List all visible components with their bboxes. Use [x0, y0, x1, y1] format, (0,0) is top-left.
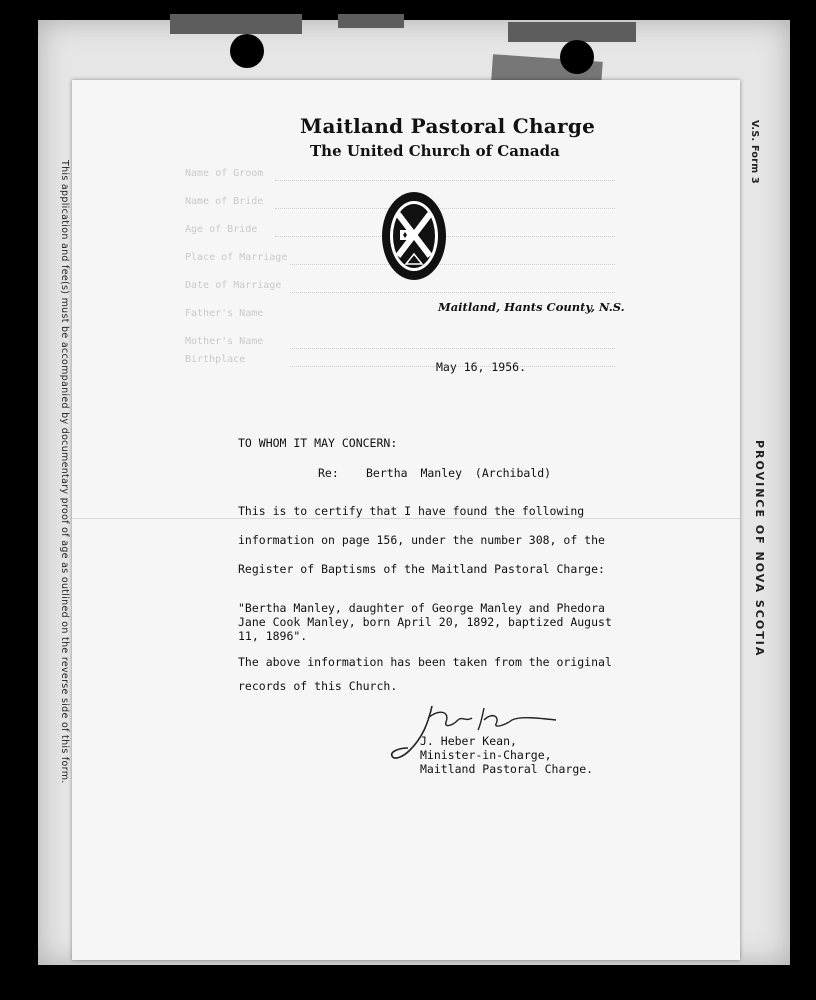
bleed-through-field: Name of Bride — [185, 196, 264, 207]
paper-fold — [72, 518, 740, 519]
signature-name: J. Heber Kean, — [420, 734, 517, 748]
form-number: V.S. Form 3 — [749, 120, 760, 184]
quote-line: "Bertha Manley, daughter of George Manley and Phedora — [238, 601, 605, 615]
left-margin-instructions: This application and fee(s) must be accompanied by documentary proof of age as outlined on the reverse side of this form. — [59, 160, 70, 784]
bleed-through-field: Age of Bride — [185, 224, 258, 235]
signature-title: Minister-in-Charge, — [420, 748, 552, 762]
bleed-through-field: Place of Marriage — [185, 252, 288, 263]
bleed-through-field: Mother's Name — [185, 336, 264, 347]
bleed-through-line — [275, 180, 615, 181]
quote-line: Jane Cook Manley, born April 20, 1892, baptized August — [238, 615, 612, 629]
body-line: information on page 156, under the number 308, of the — [238, 533, 605, 547]
punch-hole — [230, 34, 264, 68]
letter-date: May 16, 1956. — [436, 360, 527, 374]
church-crest-icon — [380, 190, 448, 286]
salutation: TO WHOM IT MAY CONCERN: — [238, 436, 398, 450]
tape-strip — [338, 14, 404, 28]
letterhead-location: Maitland, Hants County, N.S. — [438, 300, 625, 314]
quote-line: 11, 1896". — [238, 629, 308, 643]
body-line: Register of Baptisms of the Maitland Pastoral Charge: — [238, 562, 605, 576]
closing-line: The above information has been taken from the original — [238, 655, 612, 669]
bleed-through-field: Name of Groom — [185, 168, 264, 179]
tape-strip — [170, 14, 302, 34]
letterhead-title: Maitland Pastoral Charge — [300, 114, 596, 138]
bleed-through-line — [290, 348, 615, 349]
province-heading: PROVINCE OF NOVA SCOTIA — [753, 440, 766, 658]
bleed-through-field: Date of Marriage — [185, 280, 282, 291]
tape-strip — [508, 22, 636, 42]
signature-organization: Maitland Pastoral Charge. — [420, 762, 594, 776]
re-label: Re: — [318, 466, 339, 480]
bleed-through-field: Father's Name — [185, 308, 264, 319]
body-line: This is to certify that I have found the following — [238, 504, 585, 518]
bleed-through-line — [290, 292, 615, 293]
bleed-through-field: Birthplace — [185, 354, 246, 365]
re-subject: Bertha Manley (Archibald) — [366, 466, 552, 480]
closing-line: records of this Church. — [238, 679, 398, 693]
punch-hole — [560, 40, 594, 74]
bleed-through-line — [290, 264, 615, 265]
letterhead-subtitle: The United Church of Canada — [310, 142, 560, 160]
